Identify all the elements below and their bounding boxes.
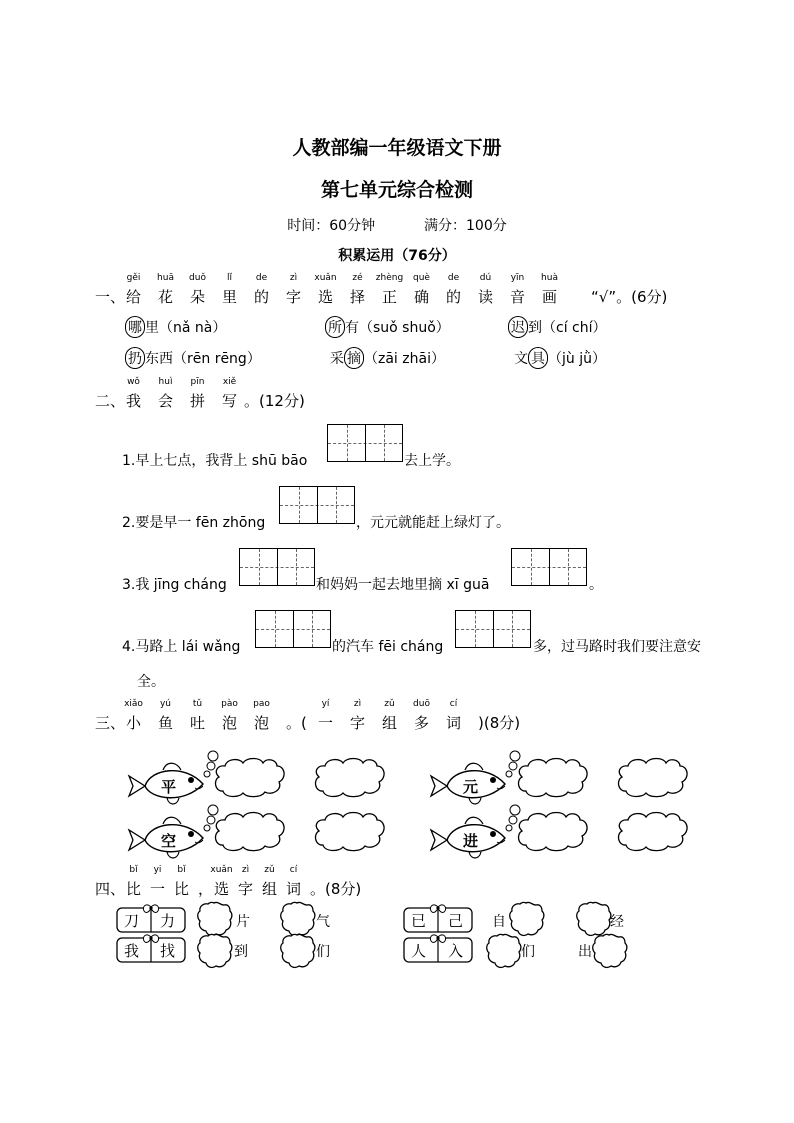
pair-char: 找 bbox=[160, 942, 176, 960]
writing-grid[interactable] bbox=[455, 610, 531, 648]
q3-instruction bbox=[124, 699, 546, 732]
pinyin: xuǎn bbox=[314, 273, 337, 283]
pinyin-char bbox=[375, 273, 404, 307]
pinyin-char bbox=[190, 377, 206, 411]
pinyin: zì bbox=[241, 865, 250, 875]
pinyin: bǐ bbox=[177, 865, 186, 875]
pair-char: 力 bbox=[160, 912, 176, 930]
pinyin-char bbox=[158, 699, 174, 733]
q2-sentence-2a: 2.要是早一 fēn zhōng bbox=[122, 515, 266, 531]
instruction-text: “√”。(6分) bbox=[591, 288, 668, 306]
pinyin-char bbox=[446, 699, 462, 733]
hanzi: 画 bbox=[542, 288, 558, 306]
q1-item-4: 扔 东西（rēn rēng） bbox=[125, 347, 261, 369]
hanzi: 读 bbox=[478, 288, 494, 306]
q1-item-6: 文 具 （jù jǜ） bbox=[514, 347, 606, 369]
pinyin: huā bbox=[157, 273, 174, 283]
writing-grid[interactable] bbox=[279, 486, 355, 524]
q2-sentence-4d: 全。 bbox=[137, 674, 165, 690]
pinyin: zǔ bbox=[384, 699, 395, 709]
hanzi: 字 bbox=[238, 880, 254, 898]
flower-char: 所 bbox=[325, 316, 345, 338]
pinyin: xuǎn bbox=[210, 865, 233, 875]
pinyin: pao bbox=[253, 699, 270, 709]
word-char: 气 bbox=[316, 914, 330, 930]
word-char: 们 bbox=[521, 944, 535, 960]
hanzi: 花 bbox=[158, 288, 174, 306]
q1-item-3: 迟 到（cí chí） bbox=[508, 316, 607, 338]
word-char: 片 bbox=[236, 914, 250, 930]
hanzi: 正 bbox=[382, 288, 398, 306]
fish-char: 空 bbox=[161, 832, 177, 850]
instruction-text: 。(8分) bbox=[310, 880, 362, 898]
pinyin: duǒ bbox=[189, 273, 206, 283]
hanzi: 比 bbox=[126, 880, 142, 898]
hanzi: 拼 bbox=[190, 392, 206, 410]
pinyin-char bbox=[382, 699, 398, 733]
pinyin-char bbox=[253, 699, 270, 733]
fish-char: 元 bbox=[463, 778, 479, 796]
q1-item-5: 采 摘 （zāi zhāi） bbox=[330, 347, 445, 369]
writing-grid[interactable] bbox=[327, 424, 403, 462]
pinyin-char bbox=[286, 273, 302, 307]
pinyin-char bbox=[350, 273, 366, 307]
hanzi: 择 bbox=[350, 288, 366, 306]
pinyin-char bbox=[124, 699, 143, 733]
instruction-text: ， bbox=[198, 880, 214, 898]
pinyin-char bbox=[478, 273, 494, 307]
q2-sentence-4b: 的汽车 fēi cháng bbox=[332, 639, 444, 655]
pinyin: wǒ bbox=[127, 377, 140, 387]
pinyin: lǐ bbox=[226, 273, 233, 283]
hanzi: 多 bbox=[414, 714, 430, 732]
pinyin-char bbox=[221, 699, 238, 733]
writing-grid[interactable] bbox=[239, 548, 315, 586]
section-heading: 积累运用（76分） bbox=[338, 248, 456, 264]
q2-sentence-2b: ，元元就能赶上绿灯了。 bbox=[356, 515, 510, 531]
hanzi: 音 bbox=[510, 288, 526, 306]
pinyin-char bbox=[222, 273, 238, 307]
pinyin-char bbox=[126, 377, 142, 411]
hanzi: 字 bbox=[286, 288, 302, 306]
answer-circle[interactable] bbox=[198, 934, 232, 967]
pair-char: 己 bbox=[448, 912, 464, 930]
pinyin: zì bbox=[289, 273, 298, 283]
hanzi: 给 bbox=[126, 288, 142, 306]
pinyin-char bbox=[510, 273, 526, 307]
pinyin: de bbox=[255, 273, 268, 283]
fish-char: 进 bbox=[463, 832, 479, 850]
pinyin: xiě bbox=[222, 377, 237, 387]
flower-char: 迟 bbox=[508, 316, 528, 338]
pinyin-char bbox=[446, 273, 462, 307]
hanzi: 字 bbox=[350, 714, 366, 732]
time-info: 时间：60分钟 bbox=[287, 218, 376, 234]
pinyin: pīn bbox=[190, 377, 205, 387]
pinyin-char bbox=[413, 699, 430, 733]
flower-char: 具 bbox=[528, 347, 548, 369]
q2-instruction bbox=[126, 377, 426, 410]
fish-bubble-area bbox=[0, 740, 794, 860]
answer-circle[interactable] bbox=[593, 934, 627, 967]
q1-item-2: 所 有（suǒ shuǒ） bbox=[325, 316, 450, 338]
q1-item-1: 哪 里（nǎ nà） bbox=[125, 316, 226, 338]
bubble[interactable] bbox=[619, 813, 688, 851]
hanzi: 选 bbox=[318, 288, 334, 306]
hanzi: 泡 bbox=[254, 714, 270, 732]
pinyin: cí bbox=[449, 699, 458, 709]
q1-heading: 一、 bbox=[95, 288, 126, 306]
instruction-text: 。( bbox=[286, 714, 307, 732]
q2-sentence-3a: 3.我 jīng cháng bbox=[122, 577, 227, 593]
pinyin-char bbox=[190, 699, 206, 733]
answer-circle[interactable] bbox=[281, 934, 315, 967]
pinyin: de bbox=[447, 273, 460, 283]
pinyin: què bbox=[413, 273, 430, 283]
instruction-text: 。(12分) bbox=[244, 392, 305, 410]
pinyin-char bbox=[189, 273, 206, 307]
pinyin-char bbox=[314, 273, 337, 307]
hanzi: 的 bbox=[254, 288, 270, 306]
pinyin: gěi bbox=[126, 273, 141, 283]
q2-sentence-1a: 1.早上七点，我背上 shū bāo bbox=[122, 453, 308, 469]
hanzi: 我 bbox=[126, 392, 142, 410]
pinyin: zì bbox=[353, 699, 362, 709]
hanzi: 词 bbox=[286, 880, 302, 898]
bubble[interactable] bbox=[519, 813, 588, 851]
bubble[interactable] bbox=[316, 813, 385, 851]
hanzi: 组 bbox=[262, 880, 278, 898]
pinyin: xiǎo bbox=[124, 699, 143, 709]
fish-icon bbox=[129, 751, 218, 804]
hanzi: 词 bbox=[446, 714, 462, 732]
pinyin: duō bbox=[413, 699, 430, 709]
instruction-text: )(8分) bbox=[478, 714, 521, 732]
pinyin-char bbox=[254, 273, 270, 307]
hanzi: 里 bbox=[222, 288, 238, 306]
pair-char: 刀 bbox=[124, 912, 140, 930]
q4-heading: 四、 bbox=[95, 880, 126, 898]
q2-heading: 二、 bbox=[95, 392, 126, 410]
pinyin: yīn bbox=[510, 273, 525, 283]
word-char: 到 bbox=[234, 944, 248, 960]
pinyin: zhèng bbox=[375, 273, 404, 283]
fish-icon bbox=[431, 751, 520, 804]
fish-char: 平 bbox=[161, 778, 177, 796]
bubble[interactable] bbox=[216, 813, 285, 851]
pinyin: huà bbox=[541, 273, 558, 283]
hanzi: 泡 bbox=[222, 714, 238, 732]
answer-circle[interactable] bbox=[487, 934, 521, 967]
pinyin-char bbox=[350, 699, 366, 733]
q2-sentence-3b: 和妈妈一起去地里摘 xī guā bbox=[316, 577, 490, 593]
hanzi: 组 bbox=[382, 714, 398, 732]
answer-circle[interactable] bbox=[281, 902, 315, 935]
pair-char: 人 bbox=[411, 942, 427, 960]
pinyin-char bbox=[222, 377, 238, 411]
hanzi: 比 bbox=[174, 880, 190, 898]
pinyin: cí bbox=[289, 865, 298, 875]
bubble[interactable] bbox=[316, 759, 385, 797]
q2-sentence-3c: 。 bbox=[589, 577, 603, 593]
compare-area bbox=[0, 895, 794, 975]
hanzi: 朵 bbox=[190, 288, 206, 306]
flower-char: 摘 bbox=[344, 347, 364, 369]
bubble[interactable] bbox=[519, 759, 588, 797]
pinyin: pào bbox=[221, 699, 238, 709]
answer-circle[interactable] bbox=[198, 902, 232, 935]
pinyin: dú bbox=[479, 273, 492, 283]
answer-circle[interactable] bbox=[510, 902, 544, 935]
q2-sentence-1b: 去上学。 bbox=[404, 453, 460, 469]
pinyin: yí bbox=[321, 699, 330, 709]
hanzi: 一 bbox=[318, 714, 334, 732]
fish-icon bbox=[431, 805, 520, 858]
q2-sentence-4c: 多，过马路时我们要注意安 bbox=[533, 639, 701, 655]
bubble[interactable] bbox=[216, 759, 285, 797]
writing-grid[interactable] bbox=[255, 610, 331, 648]
pinyin-char bbox=[158, 377, 174, 411]
pinyin-char bbox=[318, 699, 334, 733]
pinyin: bǐ bbox=[129, 865, 138, 875]
pinyin-char bbox=[157, 273, 174, 307]
hanzi: 会 bbox=[158, 392, 174, 410]
pinyin-char bbox=[126, 273, 142, 307]
flower-char: 哪 bbox=[125, 316, 145, 338]
hanzi: 吐 bbox=[190, 714, 206, 732]
q2-sentence-4a: 4.马路上 lái wǎng bbox=[122, 639, 241, 655]
q3-heading: 三、 bbox=[95, 714, 126, 732]
word-char: 经 bbox=[610, 914, 624, 930]
hanzi: 确 bbox=[414, 288, 430, 306]
word-char: 自 bbox=[492, 914, 506, 930]
pair-char: 已 bbox=[411, 912, 427, 930]
flower-char: 扔 bbox=[125, 347, 145, 369]
pair-char: 我 bbox=[124, 942, 140, 960]
fish-icon bbox=[129, 805, 218, 858]
pinyin: zé bbox=[352, 273, 363, 283]
writing-grid[interactable] bbox=[511, 548, 587, 586]
bubble[interactable] bbox=[619, 759, 688, 797]
page-title: 人教部编一年级语文下册 bbox=[292, 137, 502, 159]
pinyin: huì bbox=[158, 377, 173, 387]
word-char: 出 bbox=[578, 944, 592, 960]
pinyin: yi bbox=[153, 865, 162, 875]
q1-instruction bbox=[126, 273, 686, 306]
exam-info bbox=[0, 215, 794, 235]
word-char: 们 bbox=[316, 944, 330, 960]
answer-circle[interactable] bbox=[577, 902, 611, 935]
pinyin: zǔ bbox=[264, 865, 275, 875]
hanzi: 鱼 bbox=[158, 714, 174, 732]
page-subtitle: 第七单元综合检测 bbox=[320, 179, 473, 201]
pinyin-char bbox=[541, 273, 558, 307]
hanzi: 选 bbox=[214, 880, 230, 898]
hanzi: 写 bbox=[222, 392, 238, 410]
pinyin-char bbox=[413, 273, 430, 307]
pinyin: tǔ bbox=[192, 699, 203, 709]
pinyin: yú bbox=[159, 699, 172, 709]
hanzi: 小 bbox=[126, 714, 142, 732]
score-info: 满分：100分 bbox=[424, 218, 507, 234]
hanzi: 一 bbox=[150, 880, 166, 898]
pair-char: 入 bbox=[448, 942, 464, 960]
hanzi: 的 bbox=[446, 288, 462, 306]
